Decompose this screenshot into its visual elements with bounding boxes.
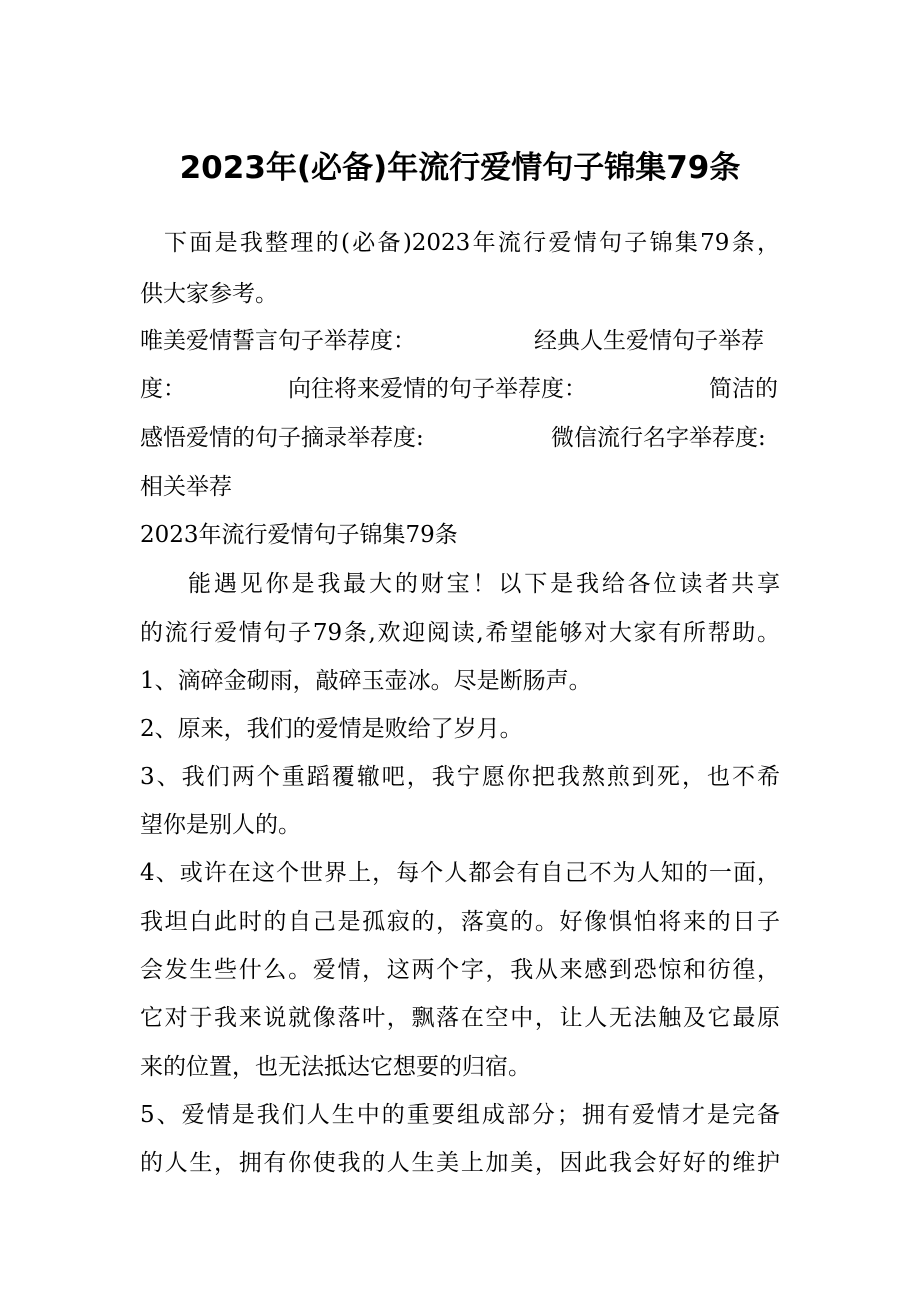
- list-item-1: 1、滴碎金砌雨，敲碎玉壶冰。尽是断肠声。: [140, 668, 592, 694]
- list-item-4-line-2: 我坦白此时的自己是孤寂的，落寞的。好像惧怕将来的日子: [140, 909, 780, 935]
- list-item-3-line-1: 3、我们两个重蹈覆辙吧，我宁愿你把我熬煎到死，也不希: [140, 764, 780, 790]
- lead-line-2: 的流行爱情句子79条,欢迎阅读,希望能够对大家有所帮助。: [140, 620, 780, 646]
- recommend-row-2a: 度：: [140, 376, 186, 402]
- document-title: 2023年(必备)年流行爱情句子锦集79条: [179, 150, 741, 186]
- lead-line-1: 能遇见你是我最大的财宝！以下是我给各位读者共享: [188, 571, 780, 597]
- section-subtitle: 2023年流行爱情句子锦集79条: [140, 522, 458, 548]
- recommend-link-4[interactable]: 简洁的: [709, 376, 778, 402]
- recommend-link-2[interactable]: 经典人生爱情句子举荐: [534, 328, 764, 354]
- list-item-4-line-3: 会发生些什么。爱情，这两个字，我从来感到恐惊和彷徨，: [140, 957, 780, 983]
- list-item-5-line-2: 的人生，拥有你使我的人生美上加美，因此我会好好的维护: [140, 1150, 780, 1176]
- recommend-link-1[interactable]: 唯美爱情誓言句子举荐度：: [140, 328, 416, 354]
- intro-line-1: 下面是我整理的(必备)2023年流行爱情句子锦集79条，: [164, 230, 780, 256]
- list-item-4-line-4: 它对于我来说就像落叶，飘落在空中，让人无法触及它最原: [140, 1005, 780, 1031]
- list-item-4-line-5: 来的位置，也无法抵达它想要的归宿。: [140, 1054, 531, 1080]
- intro-line-2: 供大家参考。: [140, 281, 278, 307]
- list-item-2: 2、原来，我们的爱情是败给了岁月。: [140, 716, 523, 742]
- list-item-5-line-1: 5、爱情是我们人生中的重要组成部分；拥有爱情才是完备: [140, 1102, 780, 1128]
- recommend-row-1: [140, 324, 416, 358]
- recommend-related: 相关举荐: [140, 474, 232, 500]
- recommend-link-3[interactable]: 向往将来爱情的句子举荐度：: [288, 376, 587, 402]
- list-item-3-line-2: 望你是别人的。: [140, 812, 301, 838]
- recommend-row-3a[interactable]: 感悟爱情的句子摘录举荐度:: [140, 425, 424, 451]
- recommend-link-5[interactable]: 微信流行名字举荐度:: [551, 425, 766, 451]
- list-item-4-line-1: 4、或许在这个世界上，每个人都会有自己不为人知的一面，: [140, 860, 780, 886]
